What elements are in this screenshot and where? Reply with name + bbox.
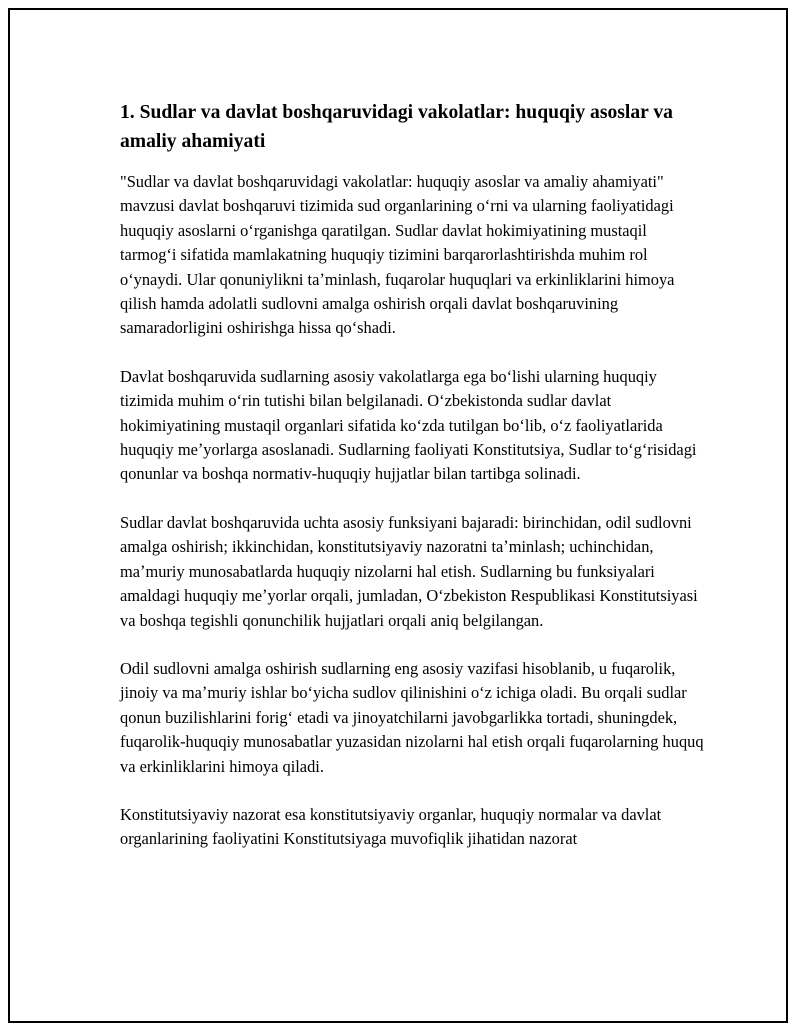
- paragraph-1: "Sudlar va davlat boshqaruvidagi vakolatlar: huquqiy asoslar va amaliy ahamiyati" mavzusi davlat boshqaruvi tizimida sud organlarining oʻrni va ularning faoliyatidagi huquqiy asoslarni oʻrganishga qaratilgan. Sudlar davlat hokimiyatining mustaqil tarmogʻi sifatida mamlakatning huquqiy tizimini barqarorlashtirishda muhim rol oʻynaydi. Ular qonuniylikni taʼminlash, fuqarolar huquqlari va erkinliklarini himoya qilish hamda adolatli sudlovni amalga oshirish orqali davlat boshqaruvining samaradorligini oshirishga hissa qoʻshadi.: [120, 172, 675, 338]
- paragraph-2: Davlat boshqaruvida sudlarning asosiy vakolatlarga ega boʻlishi ularning huquqiy tizimida muhim oʻrin tutishi bilan belgilanadi. Oʻzbekistonda sudlar davlat hokimiyatining mustaqil organlari sifatida koʻzda tutilgan boʻlib, oʻz faoliyatlarida huquqiy meʼyorlarga asoslanadi. Sudlarning faoliyati Konstitutsiya, Sudlar toʻgʻrisidagi qonunlar va boshqa normativ-huquqiy hujjatlar bilan tartibga solinadi.: [120, 366, 697, 484]
- section-heading: 1. Sudlar va davlat boshqaruvidagi vakolatlar: huquqiy asoslar va amaliy ahamiyati: [120, 102, 673, 152]
- paragraph-5: Konstitutsiyaviy nazorat esa konstitutsiyaviy organlar, huquqiy normalar va davlat organlarining faoliyatini Konstitutsiyaga muvofiqlik jihatidan nazorat: [120, 804, 662, 849]
- page-frame: [8, 8, 788, 1023]
- paragraph-4: Odil sudlovni amalga oshirish sudlarning eng asosiy vazifasi hisoblanib, u fuqarolik, jinoiy va maʼmuriy ishlar boʻyicha sudlov qilinishini oʻz ichiga oladi. Bu orqali sudlar qonun buzilishlarini forigʻ etadi va jinoyatchilarni javobgarlikka tortadi, shuningdek, fuqarolik-huquqiy munosabatlar yuzasidan nizolarni hal etish orqali fuqarolarning huquq va erkinliklarini himoya qiladi.: [120, 658, 704, 776]
- document-body: [120, 98, 704, 876]
- paragraph-3: Sudlar davlat boshqaruvida uchta asosiy funksiyani bajaradi: birinchidan, odil sudlovni amalga oshirish; ikkinchidan, konstitutsiyaviy nazoratni taʼminlash; uchinchidan, maʼmuriy munosabatlarda huquqiy nizolarni hal etish. Sudlarning bu funksiyalari amaldagi huquqiy meʼyorlar orqali, jumladan, Oʻzbekiston Respublikasi Konstitutsiyasi va boshqa tegishli qonunchilik hujjatlari orqali aniq belgilangan.: [120, 512, 698, 630]
